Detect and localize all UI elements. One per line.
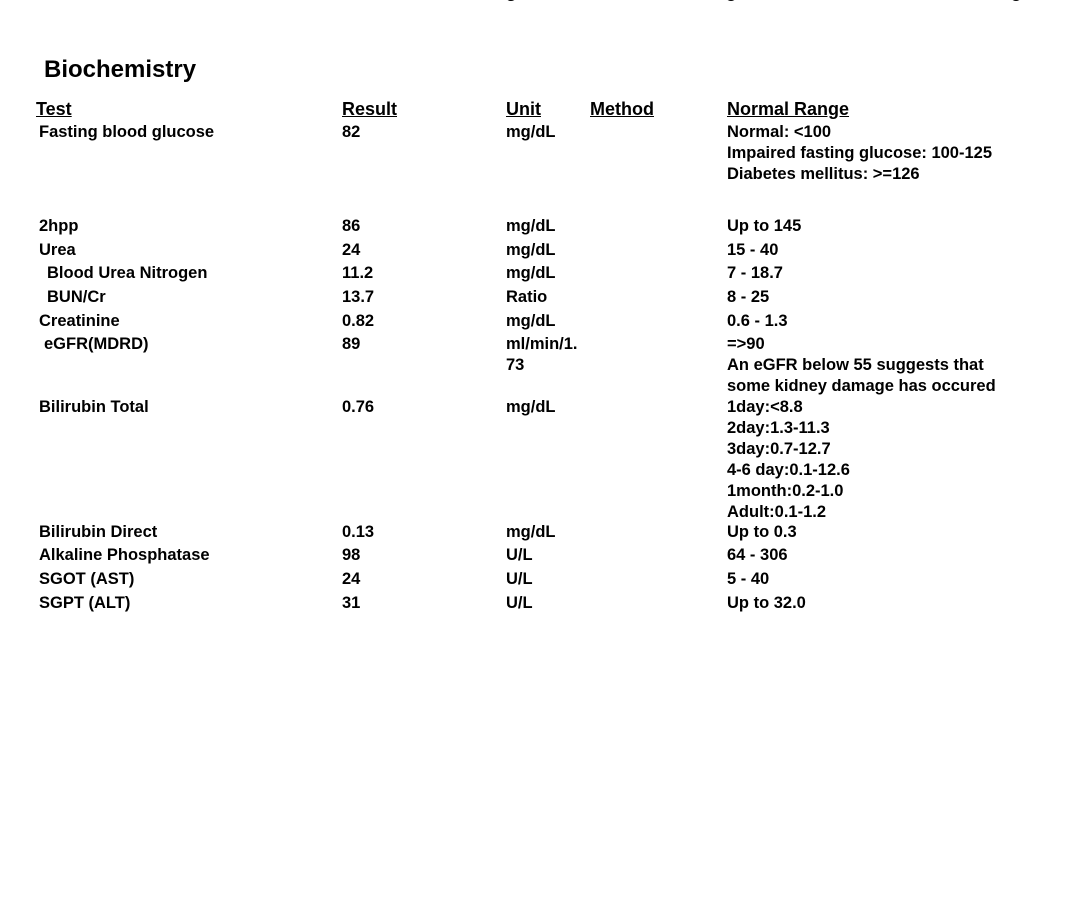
cropped-header-fragment	[480, 0, 1040, 6]
range-line: Normal: <100	[727, 123, 832, 141]
range-line: 5 - 40	[727, 570, 770, 588]
unit-value	[506, 593, 596, 614]
result-value: 0.13	[342, 523, 375, 541]
test-name: Alkaline Phosphatase	[39, 546, 210, 564]
unit-line: mg/dL	[506, 312, 556, 330]
table-row	[0, 569, 1080, 593]
normal-range	[727, 593, 1057, 614]
test-name: Blood Urea Nitrogen	[47, 264, 208, 282]
range-line: =>90	[727, 335, 765, 353]
normal-range	[727, 311, 1057, 332]
unit-value	[506, 522, 596, 543]
normal-range	[727, 397, 1057, 523]
column-header-unit: Unit	[506, 99, 541, 119]
column-header-test: Test	[36, 99, 72, 119]
range-line: 1day:<8.8	[727, 398, 803, 416]
table-row	[0, 397, 1080, 522]
result-value: 0.76	[342, 398, 375, 416]
range-line: 0.6 - 1.3	[727, 312, 788, 330]
column-header-normal-range: Normal Range	[727, 99, 850, 119]
unit-value	[506, 334, 596, 376]
test-name: Bilirubin Direct	[39, 523, 158, 541]
range-line: 15 - 40	[727, 241, 779, 259]
table-row	[0, 263, 1080, 287]
range-line: Diabetes mellitus: >=126	[727, 165, 920, 183]
table-row	[0, 593, 1080, 617]
unit-line: 73	[506, 356, 525, 374]
unit-line: ml/min/1.	[506, 335, 578, 353]
table-row	[0, 240, 1080, 263]
table-row	[0, 522, 1080, 545]
range-line: Impaired fasting glucose: 100-125	[727, 144, 993, 162]
test-name: Creatinine	[39, 312, 120, 330]
unit-value	[506, 569, 596, 590]
range-line: 1month:0.2-1.0	[727, 482, 844, 500]
unit-value	[506, 216, 596, 237]
range-line: Up to 145	[727, 217, 802, 235]
unit-value	[506, 122, 596, 143]
test-name: 2hpp	[39, 217, 79, 235]
section-title: Biochemistry	[44, 56, 197, 83]
normal-range	[727, 545, 1057, 566]
table-row	[0, 216, 1080, 240]
test-name: Fasting blood glucose	[39, 123, 215, 141]
table-row	[0, 287, 1080, 311]
range-line: 7 - 18.7	[727, 264, 783, 282]
unit-value	[506, 240, 596, 261]
unit-line: U/L	[506, 570, 533, 588]
normal-range	[727, 263, 1057, 284]
result-value: 0.82	[342, 312, 375, 330]
unit-line: mg/dL	[506, 217, 556, 235]
normal-range	[727, 216, 1057, 237]
range-line: 3day:0.7-12.7	[727, 440, 831, 458]
result-value: 86	[342, 217, 361, 235]
range-line: Adult:0.1-1.2	[727, 503, 827, 521]
normal-range	[727, 569, 1057, 590]
range-line: An eGFR below 55 suggests that	[727, 356, 984, 374]
result-value: 24	[342, 570, 361, 588]
test-name: SGPT (ALT)	[39, 594, 131, 612]
normal-range	[727, 287, 1057, 308]
result-value: 82	[342, 123, 361, 141]
range-line: 2day:1.3-11.3	[727, 419, 830, 437]
table-header	[0, 98, 1080, 122]
table-row	[0, 545, 1080, 569]
table-row	[0, 311, 1080, 334]
test-name: Bilirubin Total	[39, 398, 149, 416]
range-line: some kidney damage has occured	[727, 377, 996, 395]
test-name: SGOT (AST)	[39, 570, 135, 588]
range-line: 8 - 25	[727, 288, 770, 306]
unit-line: mg/dL	[506, 398, 556, 416]
column-header-method: Method	[590, 99, 654, 119]
result-value: 24	[342, 241, 361, 259]
results-table	[0, 122, 1080, 617]
unit-value	[506, 311, 596, 332]
column-header-result: Result	[342, 99, 398, 119]
unit-value	[506, 545, 596, 566]
normal-range	[727, 122, 1057, 185]
result-value: 89	[342, 335, 361, 353]
unit-line: U/L	[506, 594, 533, 612]
unit-line: Ratio	[506, 288, 548, 306]
unit-line: mg/dL	[506, 123, 556, 141]
unit-value	[506, 287, 596, 308]
range-line: Up to 32.0	[727, 594, 806, 612]
unit-value	[506, 397, 596, 418]
result-value: 31	[342, 594, 361, 612]
unit-line: U/L	[506, 546, 533, 564]
result-value: 11.2	[342, 264, 374, 282]
table-row	[0, 122, 1080, 216]
unit-value	[506, 263, 596, 284]
normal-range	[727, 334, 1057, 397]
table-row	[0, 334, 1080, 397]
range-line: 4-6 day:0.1-12.6	[727, 461, 850, 479]
range-line: 64 - 306	[727, 546, 788, 564]
unit-line: mg/dL	[506, 241, 556, 259]
result-value: 13.7	[342, 288, 375, 306]
unit-line: mg/dL	[506, 523, 556, 541]
normal-range	[727, 522, 1057, 543]
test-name: eGFR(MDRD)	[44, 335, 149, 353]
result-value: 98	[342, 546, 361, 564]
normal-range	[727, 240, 1057, 261]
unit-line: mg/dL	[506, 264, 556, 282]
range-line: Up to 0.3	[727, 523, 797, 541]
test-name: Urea	[39, 241, 76, 259]
test-name: BUN/Cr	[47, 288, 106, 306]
